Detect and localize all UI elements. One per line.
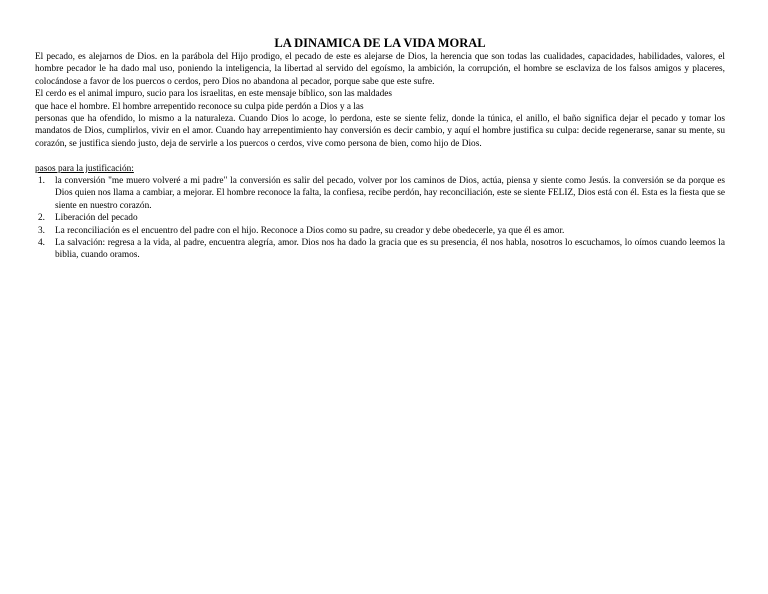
line-cerdo: El cerdo es el animal impuro, sucio para los israelitas, en este mensaje bíblico, son las maldades [35, 89, 393, 100]
list-item [35, 237, 725, 262]
list-item [35, 175, 725, 212]
blank-line [35, 150, 725, 162]
paragraph-perdon: personas que ha ofendido, lo mismo a la naturaleza. Cuando Dios lo acoge, lo perdona, este se siente feliz, donde la túnica, el anillo, el baño significa dejar el pecado y tomar los mandatos de Dios, cumplirlos, vivir en el amor. Cuando hay arrepentimiento hay conversión es decir cambio, y aquí el hombre justifica su culpa: decide regenerarse, sanar su mente, su corazón, se justifica siendo justo, deja de servirle a los puercos o cerdos, vive como persona de bien, como hijo de Dios. [35, 114, 725, 149]
line-hombre-arrepentido: que hace el hombre. El hombre arrepentido reconoce su culpa pide perdón a Dios y a las [35, 101, 364, 112]
list-item-number: 4. [38, 238, 45, 249]
list-item [35, 212, 725, 224]
list-item [35, 225, 725, 237]
steps-heading: pasos para la justificación: [35, 163, 134, 174]
list-item-number: 3. [38, 225, 45, 236]
steps-list [35, 175, 725, 262]
list-item-text: la conversión "me muero volveré a mi padre" la conversión es salir del pecado, volver por los caminos de Dios, actúa, piensa y siente como Jesús. la conversión se da porque es Dios quien nos llama a cambiar, a mejorar. El hombre reconoce la falta, la confiesa, recibe perdón, hay reconciliación, este se siente FELIZ, Dios está con él. Esta es la fiesta que se siente en nuestro corazón. [55, 176, 725, 211]
document-title: LA DINAMICA DE LA VIDA MORAL [274, 36, 486, 50]
list-item-text: Liberación del pecado [55, 213, 138, 224]
paragraph-pecado: El pecado, es alejarnos de Dios. en la parábola del Hijo prodigo, el pecado de este es alejarse de Dios, la herencia que son todas las cualidades, capacidades, habilidades, valores, el hombre pecador le ha dado mal uso, poniendo la inteligencia, la libertad al servido del egoísmo, la ambición, la corrupción, el hombre se esclaviza de los falsos amigos y placeres, colocándose a favor de los puercos o cerdos, pero Dios no abandona al pecador, porque sabe que este sufre. [35, 52, 725, 87]
list-item-number: 2. [38, 213, 45, 224]
document-page [35, 36, 725, 262]
list-item-number: 1. [38, 176, 45, 187]
list-item-text: La reconciliación es el encuentro del padre con el hijo. Reconoce a Dios como su padre, su creador y debe obedecerle, ya que él es amor. [55, 225, 565, 236]
list-item-text: La salvación: regresa a la vida, al padre, encuentra alegría, amor. Dios nos ha dado la gracia que es su presencia, él nos habla, nosotros lo escuchamos, lo oímos cuando leemos la biblia, cuando oramos. [55, 238, 725, 261]
